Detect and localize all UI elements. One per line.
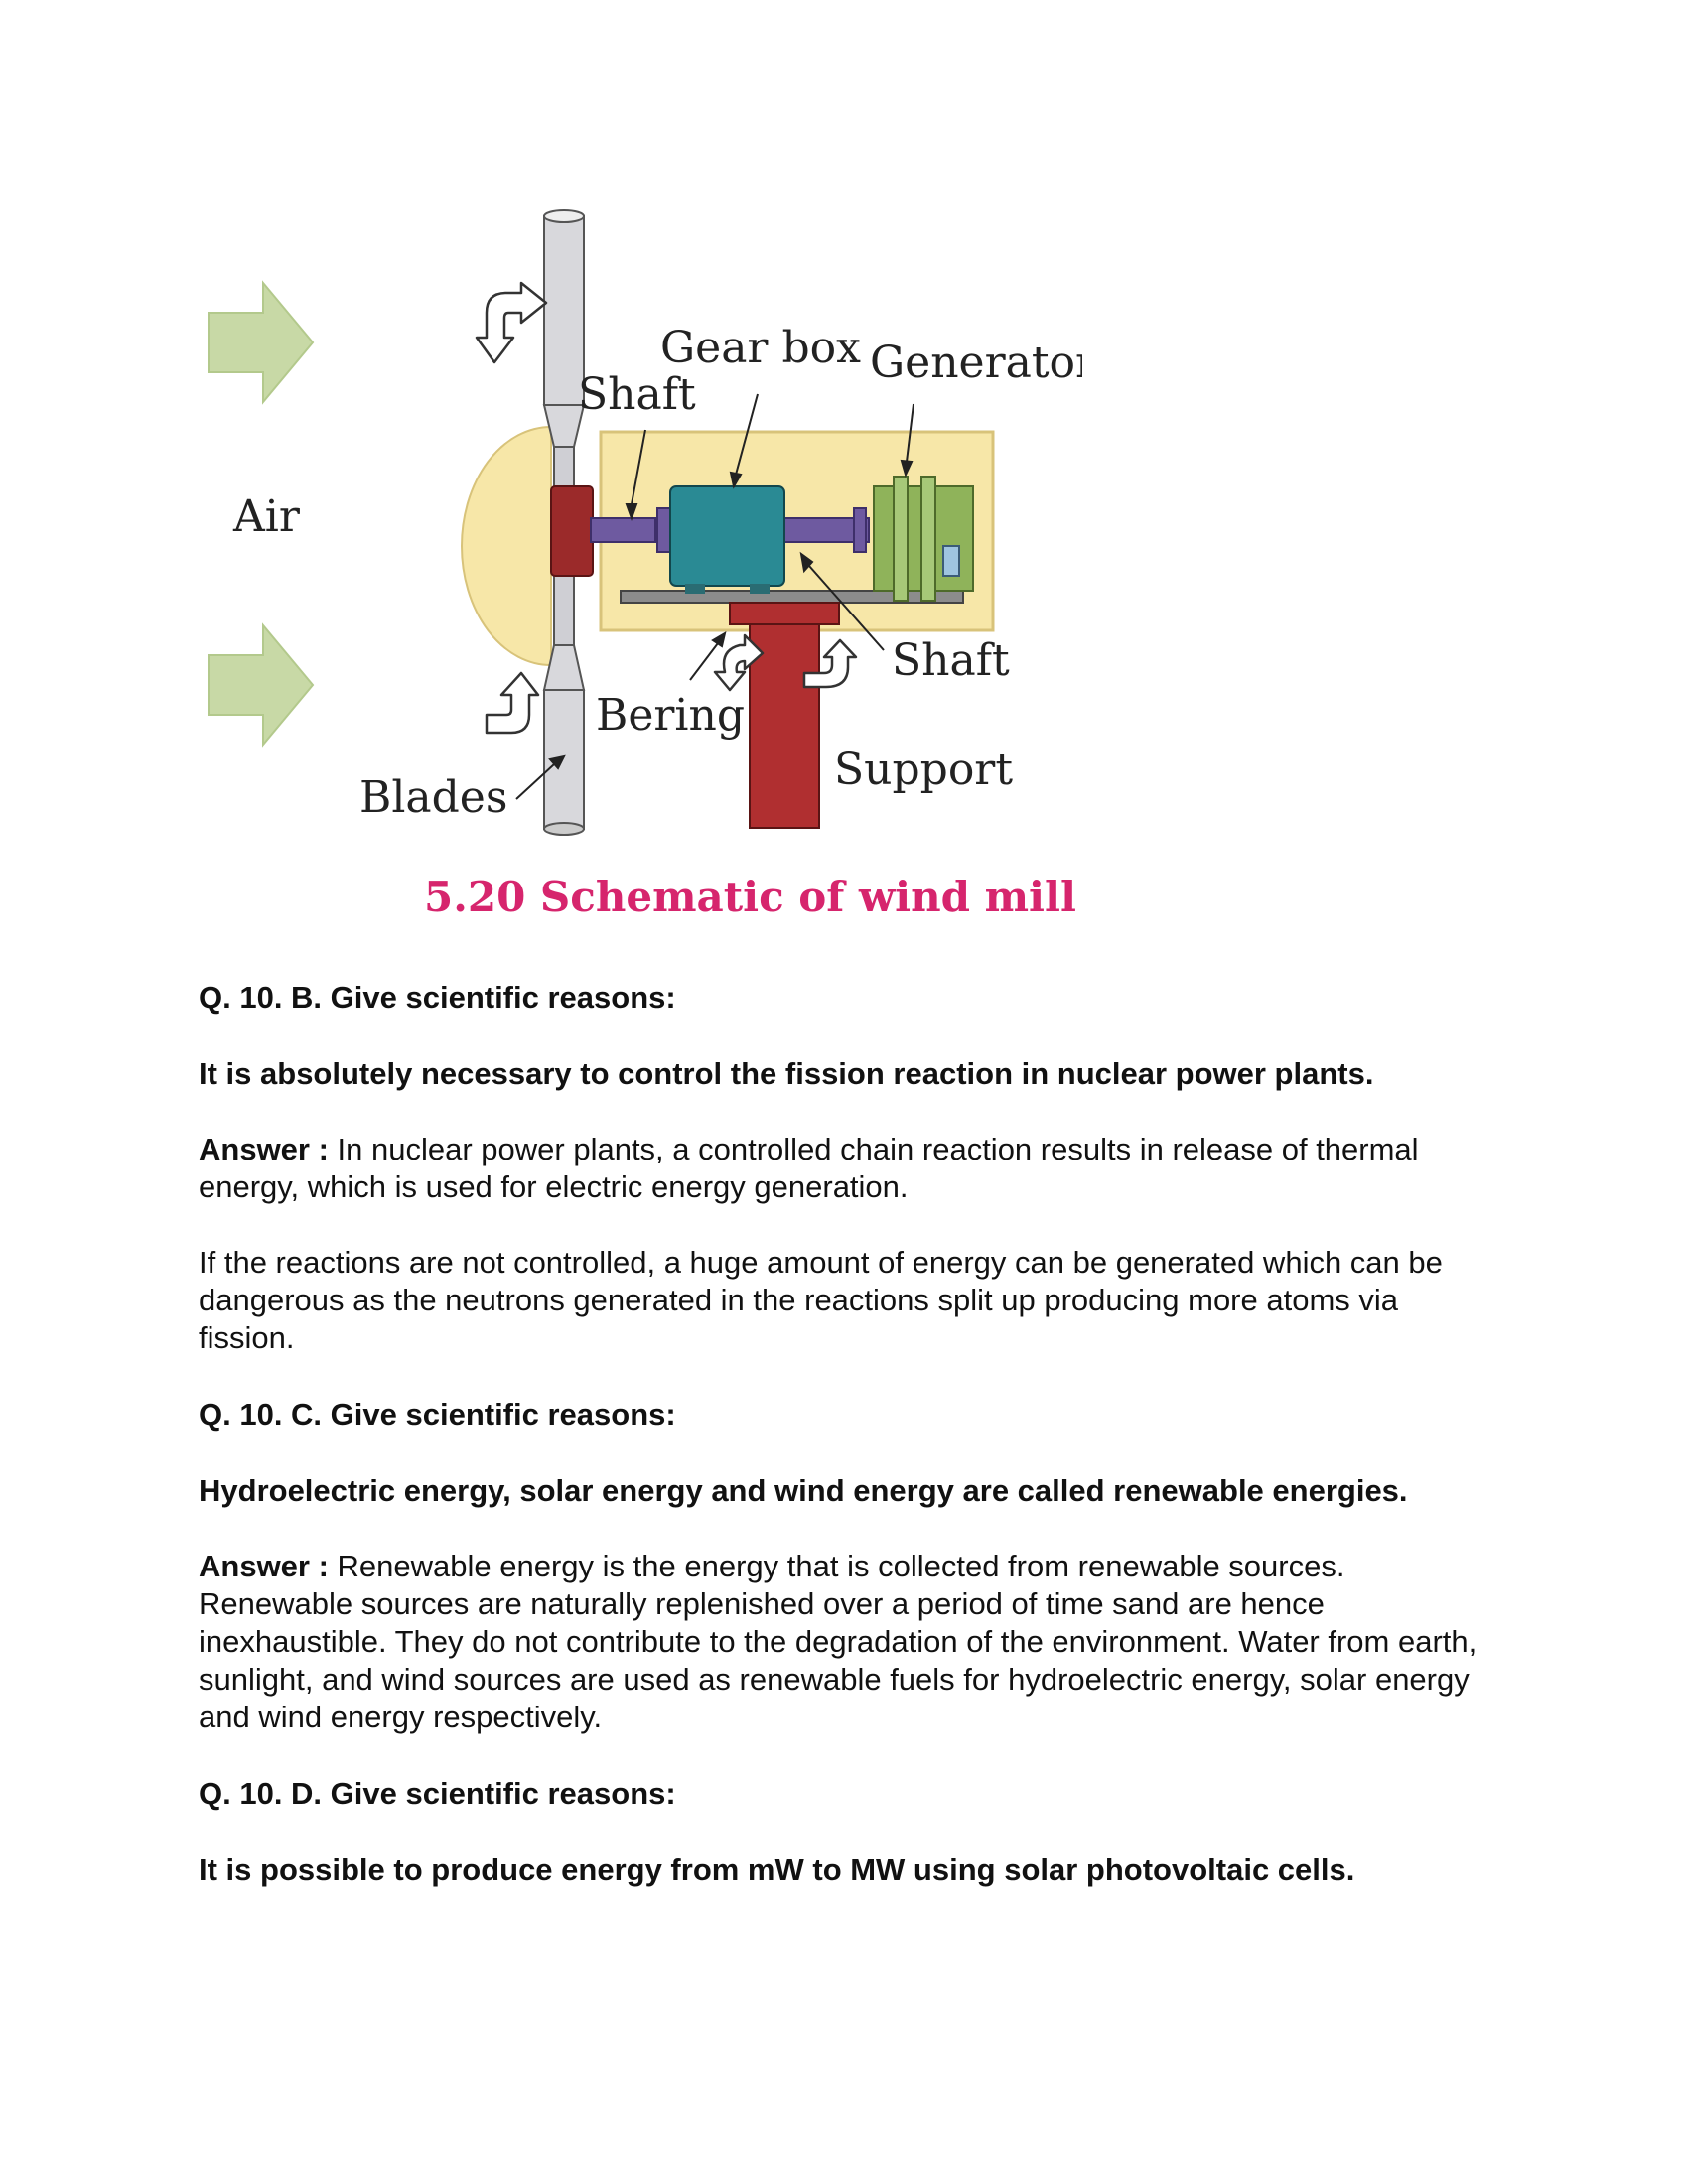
- windmill-diagram: [189, 189, 1082, 943]
- label-blades: Blades: [359, 772, 508, 823]
- hub: [551, 486, 593, 576]
- statement-q10b: It is absolutely necessary to control the fission reaction in nuclear power plants.: [199, 1056, 1374, 1091]
- answer-q10b: [199, 1131, 1499, 1206]
- support-cap: [730, 603, 839, 624]
- gearbox: [670, 486, 784, 586]
- heading-q10d: Q. 10. D. Give scientific reasons:: [199, 1776, 676, 1811]
- rotation-arrow-bottom-icon: [487, 673, 538, 733]
- rotation-arrow-top-icon: [477, 283, 546, 362]
- platform: [621, 591, 963, 603]
- answer-text: In nuclear power plants, a controlled chain reaction results in release of thermal energy, which is used for electric energy generation.: [199, 1132, 1419, 1204]
- heading-q10c: Q. 10. C. Give scientific reasons:: [199, 1397, 676, 1432]
- answer-text: Renewable energy is the energy that is collected from renewable sources. Renewable sources are naturally replenished over a period of time sand are hence inexhaustible. They do not contribute to the degradation of the environment. Water from earth, sunlight, and wind sources are used as renewable fuels for hydroelectric energy, solar energy and wind energy respectively.: [199, 1549, 1477, 1734]
- generator-unit: [874, 477, 973, 601]
- statement-q10c: Hydroelectric energy, solar energy and wind energy are called renewable energies.: [199, 1473, 1408, 1508]
- nacelle-nose: [462, 427, 551, 665]
- answer-q10c: [199, 1548, 1499, 1736]
- answer-label: Answer :: [199, 1549, 329, 1583]
- paragraph-q10b-2: If the reactions are not controlled, a huge amount of energy can be generated which can be dangerous as the neutrons generated in the reactions split up producing more atoms via fission.: [199, 1245, 1443, 1355]
- label-support: Support: [834, 745, 1014, 795]
- label-shaft-top: Shaft: [578, 369, 696, 420]
- document-body: [199, 978, 1499, 1927]
- air-arrow-bottom-icon: [209, 625, 313, 745]
- label-generator: Generator: [870, 338, 1082, 388]
- label-bering: Bering: [596, 690, 745, 741]
- label-air: Air: [233, 491, 300, 542]
- shaft-left: [591, 518, 655, 542]
- label-shaft-right: Shaft: [892, 635, 1010, 686]
- heading-q10b: Q. 10. B. Give scientific reasons:: [199, 980, 676, 1015]
- statement-q10d: It is possible to produce energy from mW to MW using solar photovoltaic cells.: [199, 1852, 1355, 1887]
- answer-label: Answer :: [199, 1132, 329, 1166]
- figure-caption: 5.20 Schematic of wind mill: [424, 873, 1076, 921]
- air-arrow-top-icon: [209, 283, 313, 402]
- windmill-figure: [189, 189, 1082, 943]
- label-gear-box: Gear box: [660, 323, 861, 373]
